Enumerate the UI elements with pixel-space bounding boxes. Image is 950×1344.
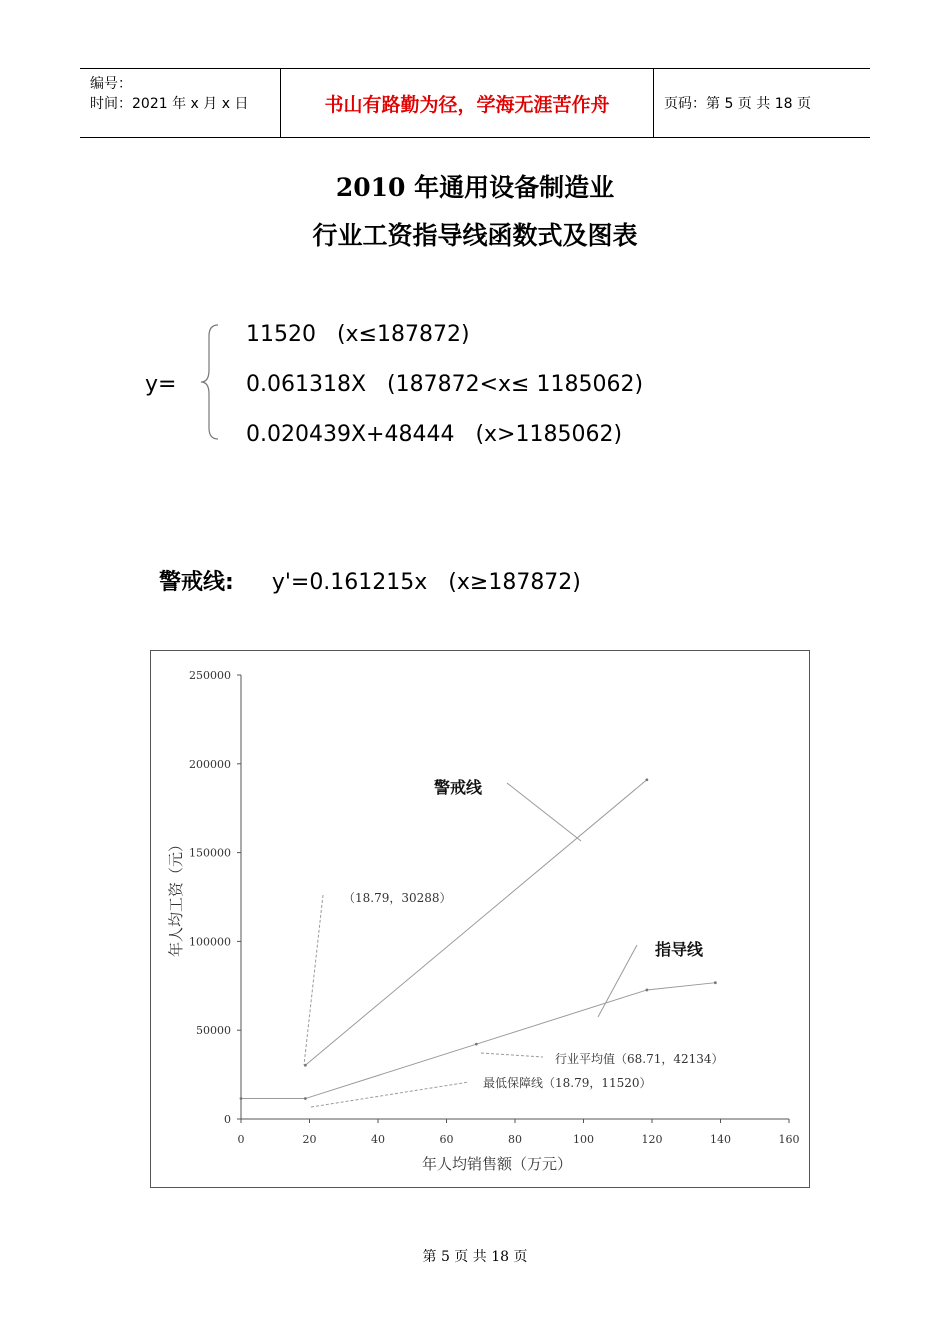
warning-line [145, 540, 581, 596]
data-point [645, 989, 648, 992]
guide-line-label: 指导线 [655, 940, 704, 959]
formula-case-1: 11520 (x≤187872) [246, 322, 470, 347]
series-line-1 [305, 780, 647, 1065]
y-tick-label: 150000 [189, 846, 231, 860]
x-tick-label: 120 [641, 1133, 663, 1146]
warning-formula: y'=0.161215x (x≥187872) [271, 570, 581, 595]
chart-frame [150, 650, 810, 1188]
document-title-line2: 行业工资指导线函数式及图表 [312, 221, 638, 250]
x-tick-label: 0 [237, 1133, 245, 1146]
brace-icon [196, 322, 226, 442]
page-header [80, 68, 870, 138]
y-tick-label: 100000 [189, 935, 231, 949]
warning-label: 警戒线: [159, 570, 234, 595]
data-point [304, 1097, 307, 1100]
data-point [240, 1097, 243, 1100]
x-tick-label: 80 [508, 1133, 522, 1146]
time-label: 时间：2021 年 x 月 x 日 [90, 96, 249, 112]
warning-leader-line [507, 783, 581, 841]
header-page-info: 页码：第 5 页 共 18 页 [664, 96, 811, 112]
annotation-average-point: 行业平均值（68.71，42134） [555, 1052, 724, 1066]
page-footer: 第 5 页 共 18 页 [422, 1249, 528, 1265]
annotation-average-leader [481, 1053, 543, 1057]
y-axis-title: 年人均工资（元） [167, 836, 185, 958]
annotation-minimum-point: 最低保障线（18.79，11520） [483, 1076, 652, 1090]
x-tick-label: 40 [371, 1133, 385, 1146]
formula-y: y= [145, 372, 177, 397]
document-title-line1: 2010 年通用设备制造业 [335, 173, 615, 202]
data-point [714, 981, 717, 984]
header-meta [80, 69, 281, 137]
y-tick-label: 200000 [189, 757, 231, 771]
x-tick-label: 20 [302, 1133, 317, 1146]
y-tick-label: 50000 [196, 1024, 231, 1038]
x-tick-label: 160 [778, 1133, 800, 1146]
annotation-minimum-leader [311, 1082, 469, 1107]
x-tick-label: 100 [573, 1133, 594, 1146]
x-tick-label: 140 [710, 1133, 731, 1146]
annotation-warning-point: （18.79，30288） [343, 891, 452, 905]
annotation-warning-leader [304, 895, 323, 1065]
x-axis-title: 年人均销售额（万元） [421, 1155, 573, 1173]
y-tick-label: 0 [224, 1113, 231, 1126]
data-point [475, 1043, 478, 1046]
number-label: 编号： [90, 76, 132, 92]
formula-case-3: 0.020439X+48444 (x>1185062) [246, 422, 623, 447]
header-motto: 书山有路勤为径，学海无涯苦作舟 [281, 69, 654, 137]
formula-case-2: 0.061318X (187872<x≤ 1185062) [246, 372, 644, 397]
warning-line-label: 警戒线 [434, 778, 483, 797]
guide-leader-line [598, 945, 637, 1017]
y-tick-label: 250000 [189, 669, 231, 682]
data-point [645, 778, 648, 781]
wage-guideline-chart [151, 651, 809, 1187]
x-tick-label: 60 [439, 1133, 454, 1146]
